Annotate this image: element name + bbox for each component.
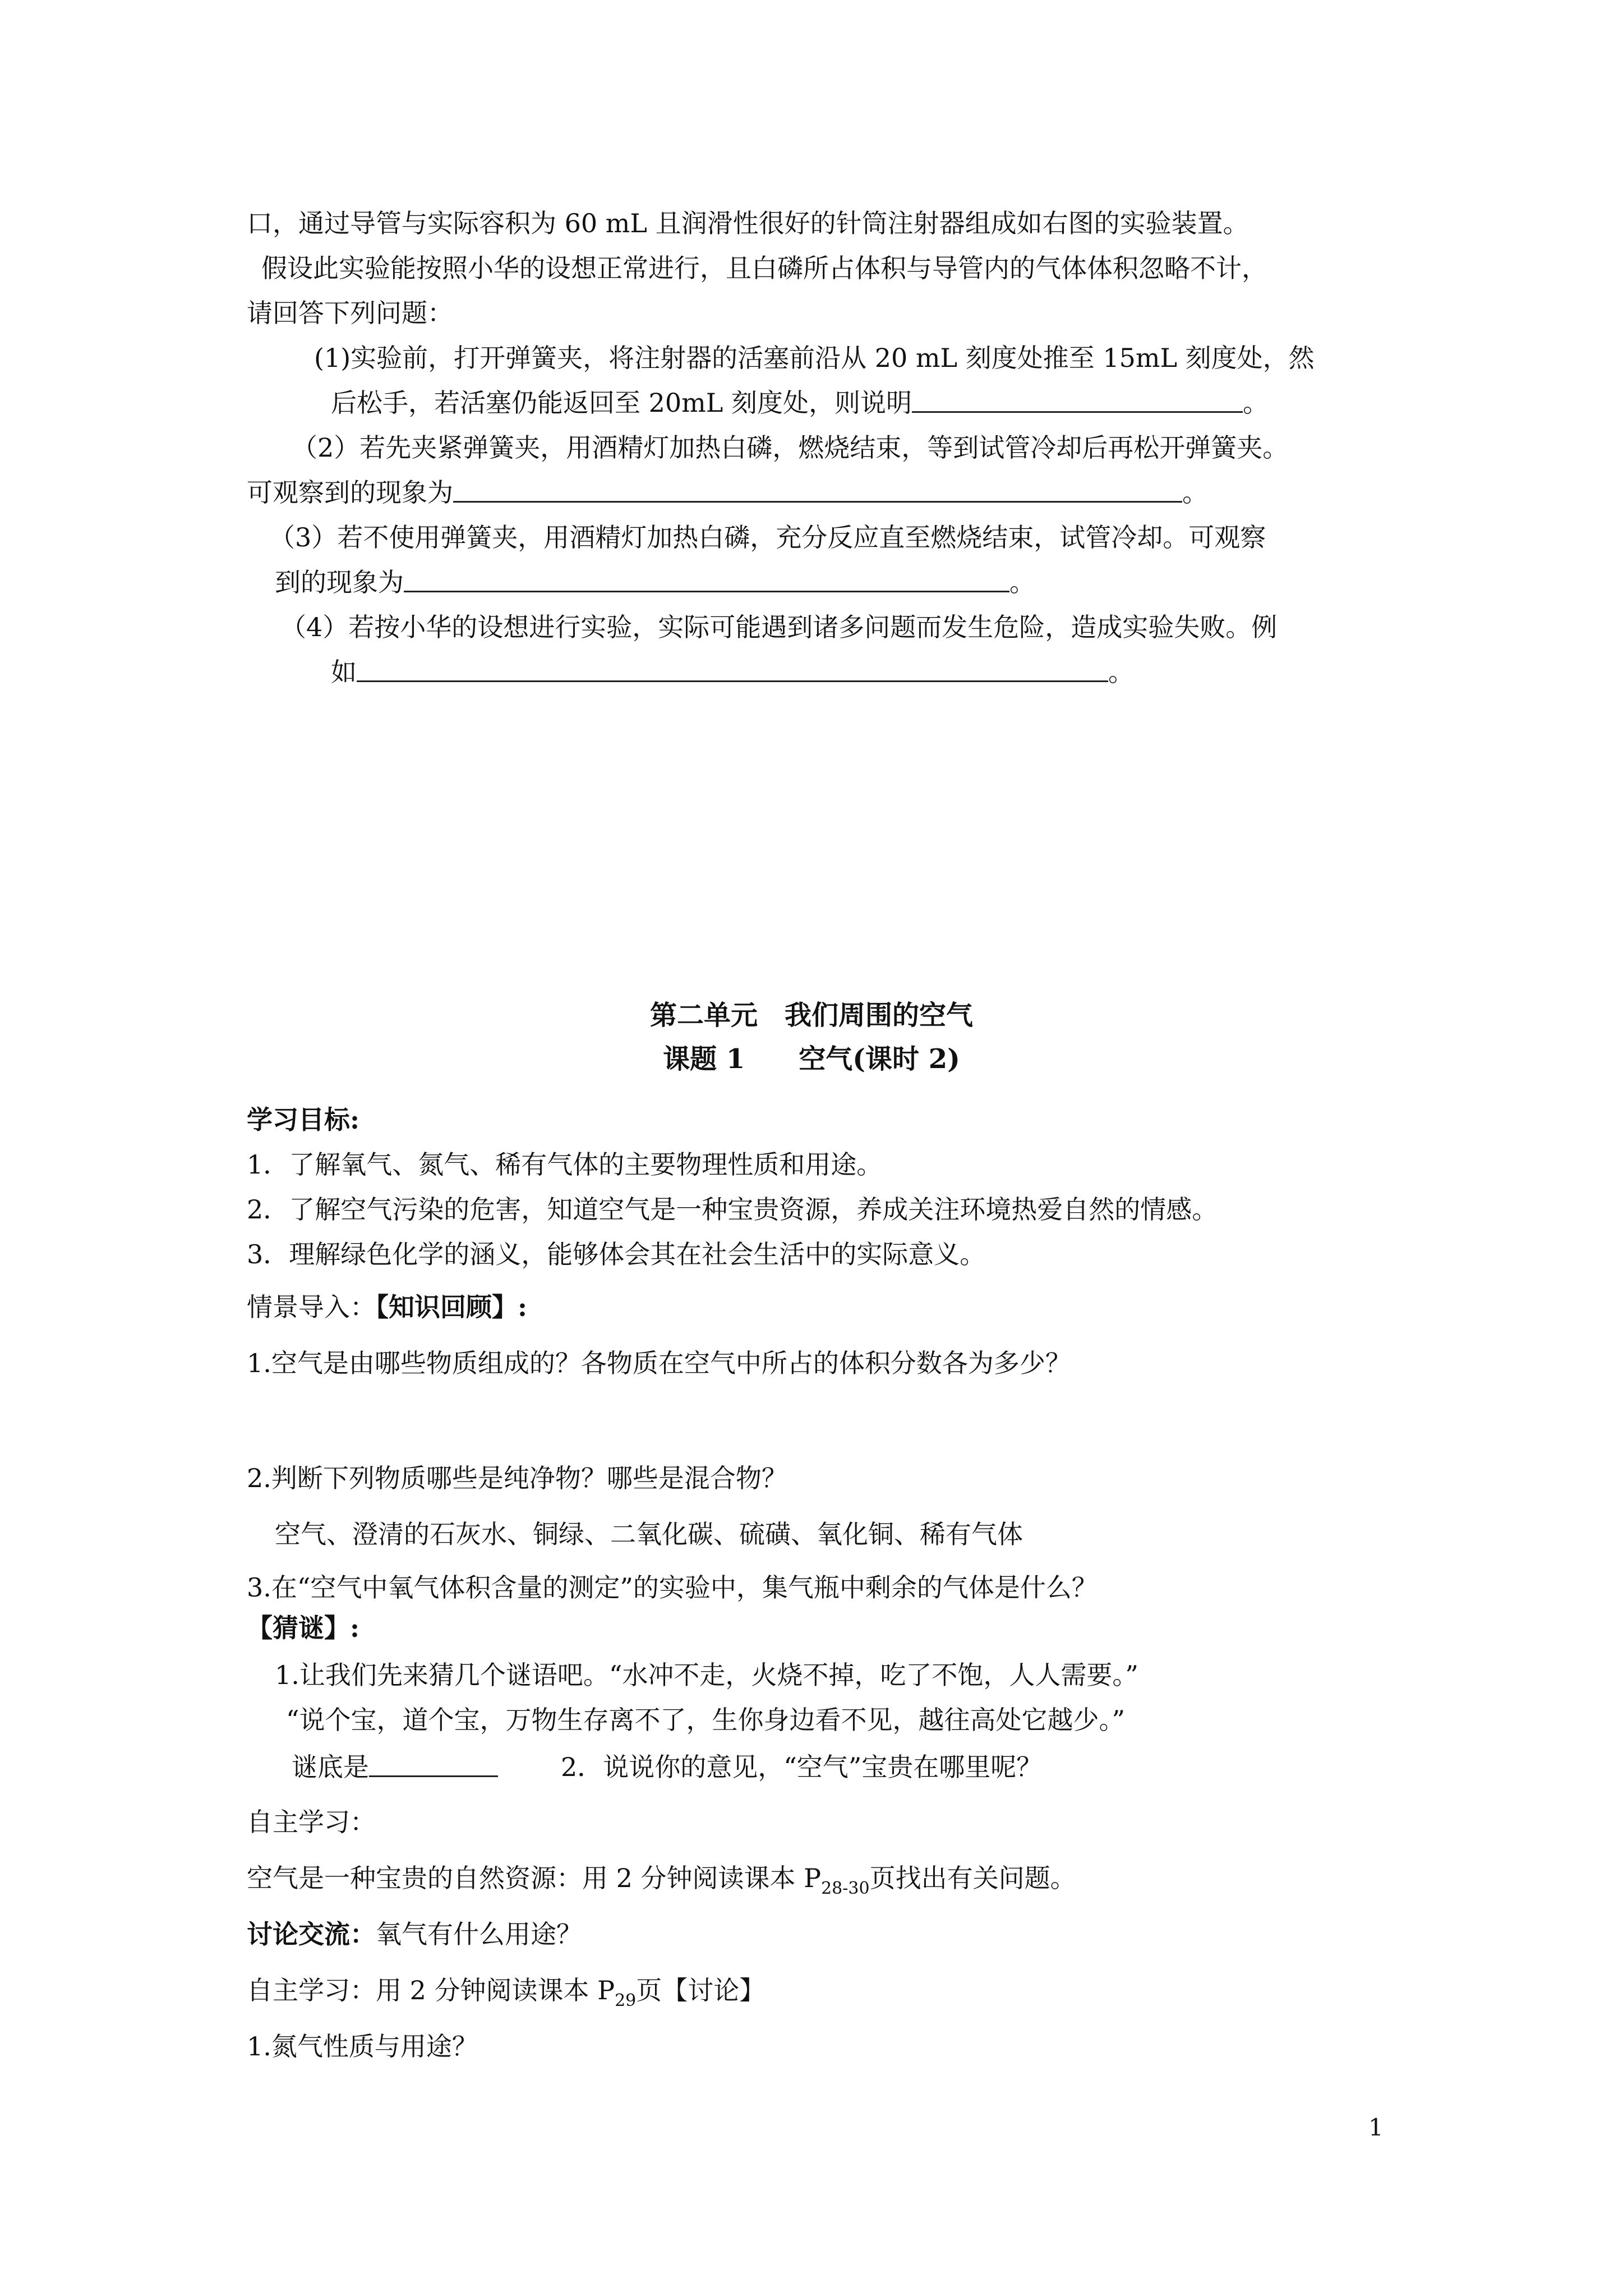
intro-line: 情景导入：【知识回顾】: [247, 1292, 527, 1322]
unit-title: 第二单元 我们周围的空气 [649, 1000, 973, 1031]
question-3-line: （3）若不使用弹簧夹，用酒精灯加热白磷，充分反应直至燃烧结束，试管冷却。可观察 [269, 522, 1266, 553]
text-line: 请回答下列问题： [247, 298, 453, 328]
review-question-2: 2.判断下列物质哪些是纯净物？哪些是混合物？ [247, 1463, 787, 1493]
lesson-title: 课题 1 空气(课时 2) [663, 1043, 960, 1075]
self-study-label: 自主学习： [247, 1807, 376, 1837]
question-4-line: 如 。 [331, 657, 1134, 687]
riddle-question-2: 2．说说你的意见，“空气”宝贵在哪里呢？ [561, 1752, 1043, 1782]
objective-item: 3．理解绿色化学的涵义，能够体会其在社会生活中的实际意义。 [247, 1239, 986, 1269]
text-line: 假设此实验能按照小华的设想正常进行，且白磷所占体积与导管内的气体体积忽略不计， [261, 253, 1267, 283]
answer-blank[interactable] [404, 568, 1009, 592]
answer-blank[interactable] [369, 1753, 498, 1777]
answer-blank[interactable] [453, 478, 1182, 503]
question-2-line: （2）若先夹紧弹簧夹，用酒精灯加热白磷，燃烧结束，等到试管冷却后再松开弹簧夹。 [292, 432, 1289, 463]
self-study-line: 自主学习：用 2 分钟阅读课本 $P_{29}$页【讨论】 [247, 1975, 766, 2010]
discussion-line: 讨论交流：氧气有什么用途？ [247, 1919, 582, 1949]
riddle-line: 1.让我们先来猜几个谜语吧。“水冲不走，火烧不掉，吃了不饱，人人需要。” [275, 1660, 1138, 1690]
riddle-line: “说个宝，道个宝，万物生存离不了，生你身边看不见，越往高处它越少。” [286, 1705, 1126, 1735]
riddle-answer-line: 谜底是 [292, 1750, 498, 1784]
answer-blank[interactable] [912, 389, 1243, 413]
question-3-line: 到的现象为 。 [275, 567, 1035, 597]
objective-item: 2．了解空气污染的危害，知道空气是一种宝贵资源，养成关注环境热爱自然的情感。 [247, 1194, 1218, 1225]
review-question-1: 1.空气是由哪些物质组成的？各物质在空气中所占的体积分数各为多少？ [247, 1348, 1071, 1378]
page-number: 1 [1368, 2114, 1384, 2141]
answer-blank[interactable] [357, 658, 1108, 682]
question-2-line: 可观察到的现象为 。 [247, 477, 1208, 508]
question-4-line: （4）若按小华的设想进行实验，实际可能遇到诸多问题而发生危险，造成实验失败。例 [280, 612, 1278, 642]
question-1-line: 后松手，若活塞仍能返回至 20mL 刻度处，则说明 。 [331, 388, 1269, 418]
text-line: 口，通过导管与实际容积为 60 mL 且润滑性很好的针筒注射器组成如右图的实验装置。 [247, 208, 1249, 238]
resource-line: 空气是一种宝贵的自然资源：用 2 分钟阅读课本 $P_{28-30}$页找出有关问题。 [247, 1863, 1076, 1898]
review-question-3: 3.在“空气中氧气体积含量的测定”的实验中，集气瓶中剩余的气体是什么？ [247, 1572, 1098, 1603]
objective-item: 1．了解氧气、氮气、稀有气体的主要物理性质和用途。 [247, 1149, 883, 1180]
question-1-line: (1)实验前，打开弹簧夹，将注射器的活塞前沿从 20 mL 刻度处推至 15mL 刻度处，然 [314, 343, 1315, 373]
substance-list: 空气、澄清的石灰水、铜绿、二氧化碳、硫磺、氧化铜、稀有气体 [275, 1519, 1023, 1549]
nitrogen-question: 1.氮气性质与用途？ [247, 2031, 478, 2062]
objectives-heading: 学习目标: [247, 1105, 359, 1135]
riddle-heading: 【猜谜】: [247, 1613, 359, 1643]
